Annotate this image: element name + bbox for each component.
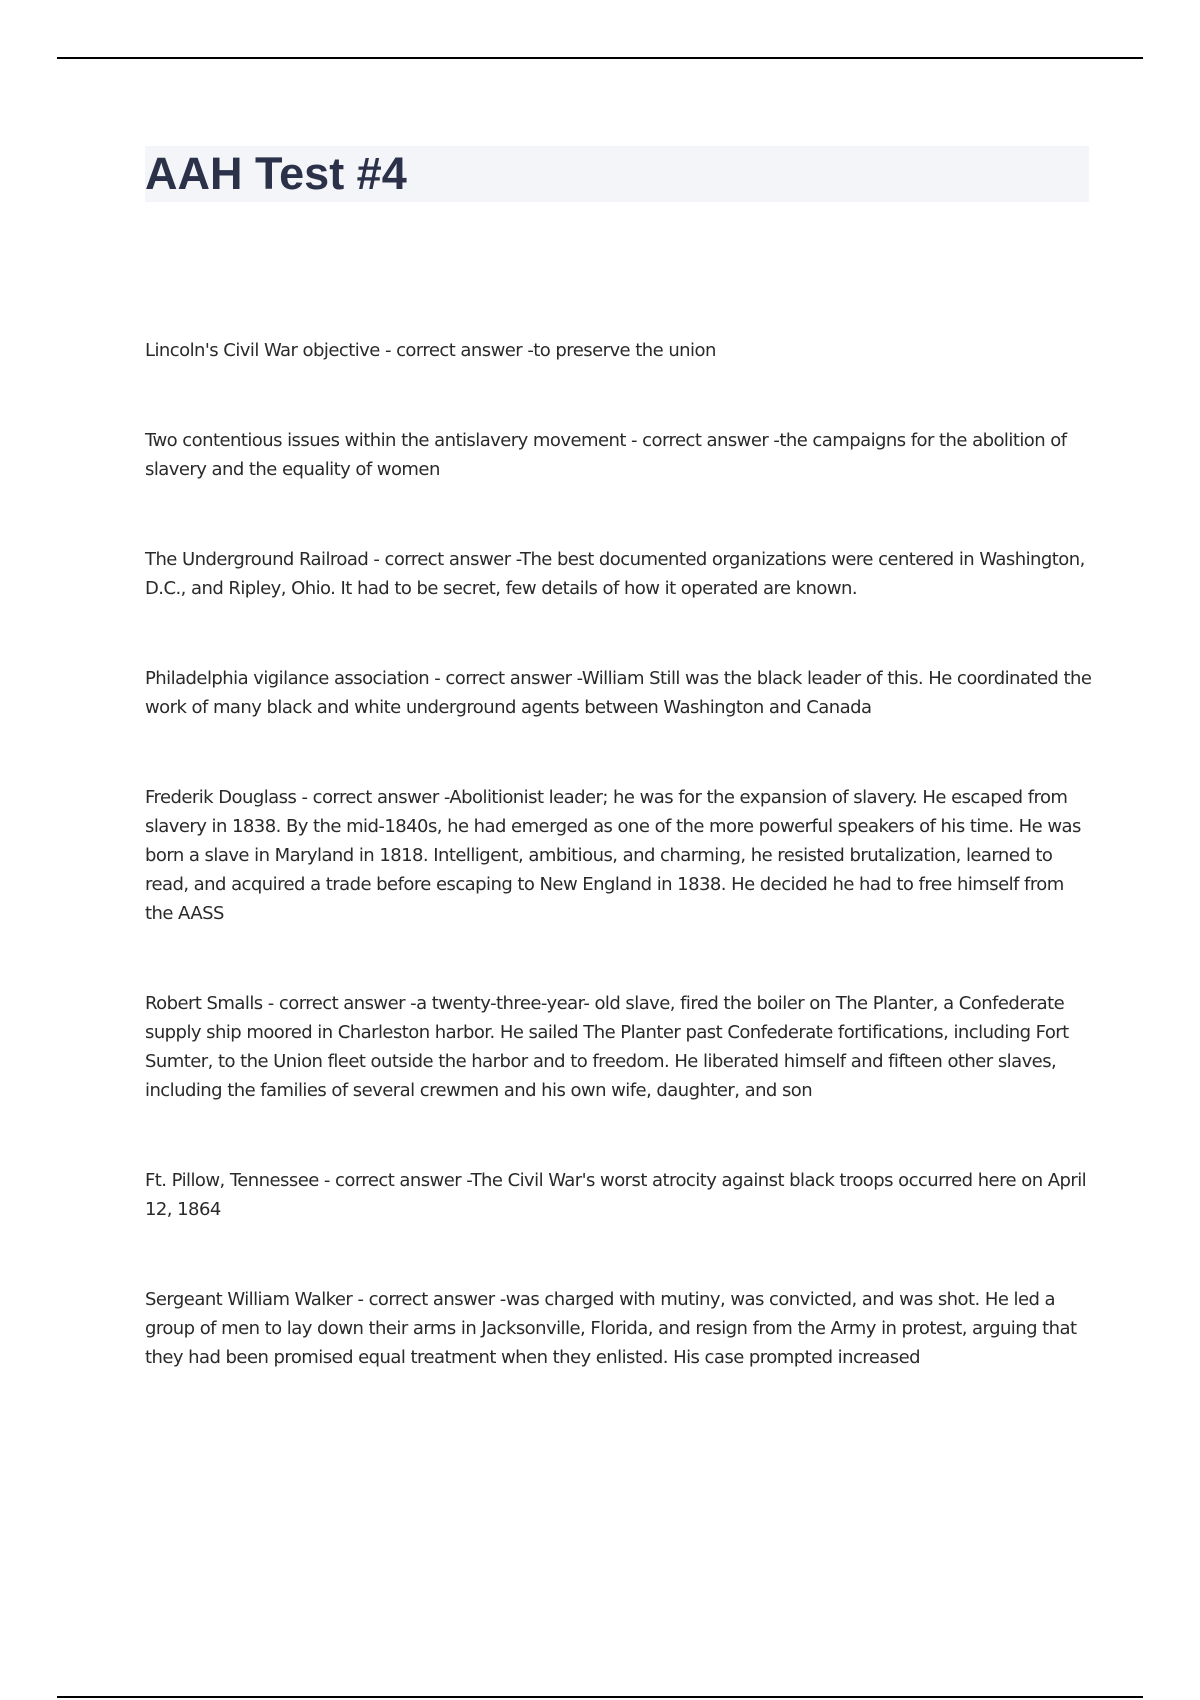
document-title: AAH Test #4 xyxy=(145,148,407,199)
qa-entry: Frederik Douglass - correct answer -Abolitionist leader; he was for the expansion of slavery. He escaped from slavery in 1838. By the mid-1840s, he had emerged as one of the more powerful speakers of his time. He was born a slave in Maryland in 1818. Intelligent, ambitious, and charming, he resisted brutalization, learned to read, and acquired a trade before escaping to New England in 1838. He decided he had to free himself from the AASS xyxy=(145,787,1081,924)
qa-entry: Philadelphia vigilance association - correct answer -William Still was the black leader of this. He coordinated the work of many black and white underground agents between Washington and Canada xyxy=(145,668,1092,718)
qa-list xyxy=(145,336,1095,1433)
qa-entry: Ft. Pillow, Tennessee - correct answer -The Civil War's worst atrocity against black troops occurred here on April 12, 1864 xyxy=(145,1170,1087,1220)
top-rule xyxy=(57,57,1143,59)
bottom-rule xyxy=(57,1696,1143,1698)
qa-entry: Lincoln's Civil War objective - correct answer -to preserve the union xyxy=(145,340,716,361)
qa-entry: Sergeant William Walker - correct answer -was charged with mutiny, was convicted, and was shot. He led a group of men to lay down their arms in Jacksonville, Florida, and resign from the Army in protest, arguing that they had been promised equal treatment when they enlisted. His case prompted increased xyxy=(145,1289,1077,1368)
qa-entry: Two contentious issues within the antislavery movement - correct answer -the campaigns for the abolition of slavery and the equality of women xyxy=(145,430,1067,480)
qa-entry: The Underground Railroad - correct answer -The best documented organizations were centered in Washington, D.C., and Ripley, Ohio. It had to be secret, few details of how it operated are known. xyxy=(145,549,1085,599)
qa-entry: Robert Smalls - correct answer -a twenty-three-year- old slave, fired the boiler on The Planter, a Confederate supply ship moored in Charleston harbor. He sailed The Planter past Confederate fortifications, including Fort Sumter, to the Union fleet outside the harbor and to freedom. He liberated himself and fifteen other slaves, including the families of several crewmen and his own wife, daughter, and son xyxy=(145,993,1069,1101)
